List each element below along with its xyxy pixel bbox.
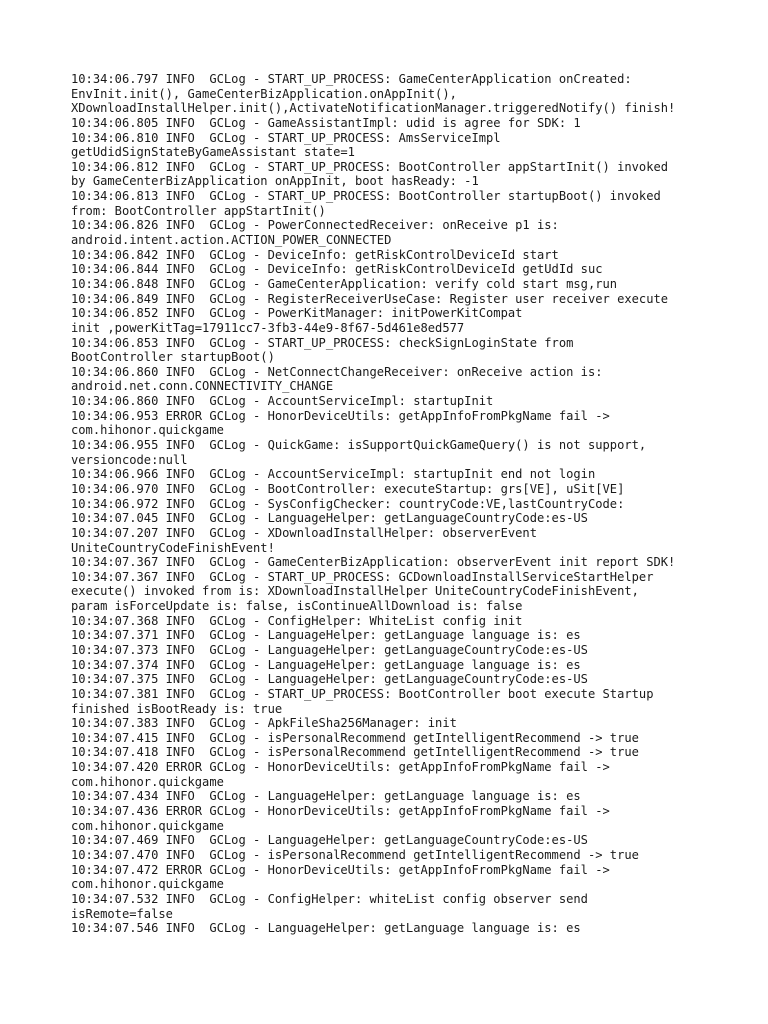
log-line: com.hihonor.quickgame — [71, 877, 224, 892]
log-line: getUdidSignStateByGameAssistant state=1 — [71, 145, 355, 160]
log-line: 10:34:06.953 ERROR GCLog - HonorDeviceUtils: getAppInfoFromPkgName fail -> — [71, 408, 610, 423]
log-line: com.hihonor.quickgame — [71, 423, 224, 438]
log-line: 10:34:07.368 INFO GCLog - ConfigHelper: WhiteList config init — [71, 613, 523, 628]
log-line: 10:34:06.826 INFO GCLog - PowerConnectedReceiver: onReceive p1 is: — [71, 218, 559, 233]
log-line: 10:34:06.853 INFO GCLog - START_UP_PROCESS: checkSignLoginState from — [71, 335, 574, 350]
log-line: 10:34:06.955 INFO GCLog - QuickGame: isSupportQuickGameQuery() is not support, — [71, 438, 647, 453]
log-line: 10:34:06.844 INFO GCLog - DeviceInfo: getRiskControlDeviceId getUdId suc — [71, 262, 603, 277]
log-line: 10:34:06.852 INFO GCLog - PowerKitManager: initPowerKitCompat — [71, 306, 523, 321]
log-text — [71, 72, 711, 936]
log-line: 10:34:07.434 INFO GCLog - LanguageHelper: getLanguage language is: es — [71, 789, 581, 804]
log-line: BootController startupBoot() — [71, 350, 275, 365]
log-line: com.hihonor.quickgame — [71, 774, 224, 789]
log-line: 10:34:06.810 INFO GCLog - START_UP_PROCESS: AmsServiceImpl — [71, 130, 501, 145]
log-line: 10:34:07.415 INFO GCLog - isPersonalRecommend getIntelligentRecommend -> true — [71, 730, 639, 745]
log-line: 10:34:07.367 INFO GCLog - START_UP_PROCESS: GCDownloadInstallServiceStartHelper — [71, 569, 654, 584]
log-line: 10:34:06.860 INFO GCLog - NetConnectChangeReceiver: onReceive action is: — [71, 364, 603, 379]
log-line: 10:34:06.972 INFO GCLog - SysConfigChecker: countryCode:VE,lastCountryCode: — [71, 496, 625, 511]
log-line: 10:34:07.418 INFO GCLog - isPersonalRecommend getIntelligentRecommend -> true — [71, 745, 639, 760]
log-line: EnvInit.init(), GameCenterBizApplication.onAppInit(), — [71, 86, 457, 101]
log-line: 10:34:07.371 INFO GCLog - LanguageHelper: getLanguage language is: es — [71, 628, 581, 643]
log-line: 10:34:07.469 INFO GCLog - LanguageHelper: getLanguageCountryCode:es-US — [71, 833, 588, 848]
log-line: versioncode:null — [71, 452, 188, 467]
log-line: 10:34:07.374 INFO GCLog - LanguageHelper: getLanguage language is: es — [71, 657, 581, 672]
log-line: 10:34:07.532 INFO GCLog - ConfigHelper: whiteList config observer send — [71, 891, 588, 906]
log-line: 10:34:07.472 ERROR GCLog - HonorDeviceUtils: getAppInfoFromPkgName fail -> — [71, 862, 610, 877]
log-line: 10:34:07.383 INFO GCLog - ApkFileSha256Manager: init — [71, 716, 457, 731]
log-line: from: BootController appStartInit() — [71, 203, 326, 218]
log-line: 10:34:07.381 INFO GCLog - START_UP_PROCESS: BootController boot execute Startup — [71, 686, 654, 701]
log-line: android.net.conn.CONNECTIVITY_CHANGE — [71, 379, 334, 394]
log-line: 10:34:07.375 INFO GCLog - LanguageHelper: getLanguageCountryCode:es-US — [71, 672, 588, 687]
log-line: XDownloadInstallHelper.init(),ActivateNotificationManager.triggeredNotify() finish! — [71, 101, 676, 116]
log-line: 10:34:06.797 INFO GCLog - START_UP_PROCESS: GameCenterApplication onCreated: — [71, 72, 632, 86]
log-line: android.intent.action.ACTION_POWER_CONNECTED — [71, 233, 392, 248]
log-line: 10:34:06.848 INFO GCLog - GameCenterApplication: verify cold start msg,run — [71, 276, 618, 291]
log-line: 10:34:07.546 INFO GCLog - LanguageHelper: getLanguage language is: es — [71, 921, 581, 936]
log-line: 10:34:07.436 ERROR GCLog - HonorDeviceUtils: getAppInfoFromPkgName fail -> — [71, 804, 610, 819]
log-line: execute() invoked from is: XDownloadInstallHelper UniteCountryCodeFinishEvent, — [71, 584, 639, 599]
log-line: 10:34:06.805 INFO GCLog - GameAssistantImpl: udid is agree for SDK: 1 — [71, 115, 581, 130]
log-line: 10:34:06.860 INFO GCLog - AccountServiceImpl: startupInit — [71, 394, 494, 409]
log-line: 10:34:07.045 INFO GCLog - LanguageHelper: getLanguageCountryCode:es-US — [71, 511, 588, 526]
log-line: 10:34:06.842 INFO GCLog - DeviceInfo: getRiskControlDeviceId start — [71, 247, 559, 262]
log-line: 10:34:07.470 INFO GCLog - isPersonalRecommend getIntelligentRecommend -> true — [71, 847, 639, 862]
log-line: isRemote=false — [71, 906, 173, 921]
log-line: init ,powerKitTag=17911cc7-3fb3-44e9-8f67-5d461e8ed577 — [71, 320, 465, 335]
log-line: 10:34:07.420 ERROR GCLog - HonorDeviceUtils: getAppInfoFromPkgName fail -> — [71, 760, 610, 775]
log-line: param isForceUpdate is: false, isContinueAllDownload is: false — [71, 599, 523, 614]
log-line: 10:34:07.207 INFO GCLog - XDownloadInstallHelper: observerEvent — [71, 525, 537, 540]
log-line: 10:34:06.970 INFO GCLog - BootController: executeStartup: grs[VE], uSit[VE] — [71, 481, 625, 496]
log-line: 10:34:06.813 INFO GCLog - START_UP_PROCESS: BootController startupBoot() invoked — [71, 189, 661, 204]
log-line: 10:34:06.849 INFO GCLog - RegisterReceiverUseCase: Register user receiver execute — [71, 291, 669, 306]
log-line: by GameCenterBizApplication onAppInit, boot hasReady: -1 — [71, 174, 479, 189]
log-line: com.hihonor.quickgame — [71, 818, 224, 833]
log-line: 10:34:06.812 INFO GCLog - START_UP_PROCESS: BootController appStartInit() invoked — [71, 159, 669, 174]
log-line: 10:34:06.966 INFO GCLog - AccountServiceImpl: startupInit end not login — [71, 467, 596, 482]
log-line: 10:34:07.367 INFO GCLog - GameCenterBizApplication: observerEvent init report SDK! — [71, 555, 676, 570]
log-line: finished isBootReady is: true — [71, 701, 283, 716]
log-line: 10:34:07.373 INFO GCLog - LanguageHelper: getLanguageCountryCode:es-US — [71, 642, 588, 657]
log-line: UniteCountryCodeFinishEvent! — [71, 540, 275, 555]
